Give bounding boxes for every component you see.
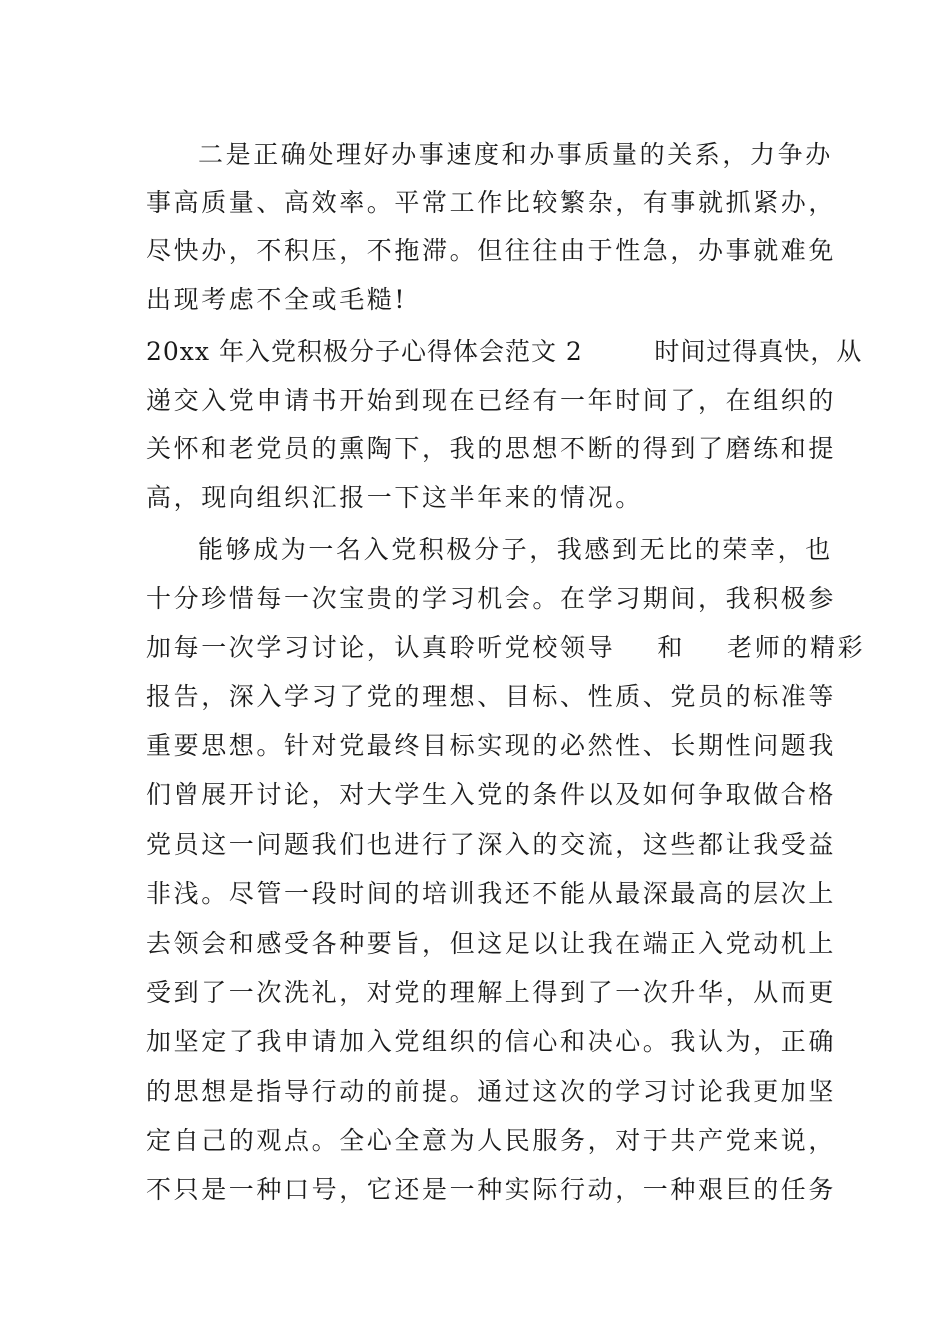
text-line: 去领会和感受各种要旨，但这足以让我在端正入党动机上 [146, 929, 837, 958]
text-line: 不只是一种口号，它还是一种实际行动，一种艰巨的任务 [146, 1175, 837, 1204]
text-line: 能够成为一名入党积极分子，我感到无比的荣幸，也 [198, 535, 833, 564]
text-line: 关怀和老党员的熏陶下，我的思想不断的得到了磨练和提 [146, 434, 837, 463]
text-line: 出现考虑不全或毛糙! [146, 285, 408, 314]
text-line: 加每一次学习讨论，认真聆听党校领导 和 老师的精彩 [146, 633, 866, 662]
text-line: 尽快办，不积压，不拖滞。但往往由于性急，办事就难免 [146, 236, 837, 265]
text-line: 二是正确处理好办事速度和办事质量的关系，力争办 [198, 140, 833, 169]
text-line: 事高质量、高效率。平常工作比较繁杂，有事就抓紧办， [146, 188, 837, 217]
text-line: 定自己的观点。全心全意为人民服务，对于共产党来说， [146, 1126, 837, 1155]
text-line: 的思想是指导行动的前提。通过这次的学习讨论我更加坚 [146, 1077, 837, 1106]
text-line: 加坚定了我申请加入党组织的信心和决心。我认为，正确 [146, 1027, 837, 1056]
text-line: 高，现向组织汇报一下这半年来的情况。 [146, 483, 643, 512]
text-line: 受到了一次洗礼，对党的理解上得到了一次升华，从而更 [146, 978, 837, 1007]
text-line: 报告，深入学习了党的理想、目标、性质、党员的标准等 [146, 682, 837, 711]
text-line: 重要思想。针对党最终目标实现的必然性、长期性问题我 [146, 731, 837, 760]
text-line: 递交入党申请书开始到现在已经有一年时间了，在组织的 [146, 386, 837, 415]
text-line: 非浅。尽管一段时间的培训我还不能从最深最高的层次上 [146, 879, 837, 908]
section-heading-line: 20xx 年入党积极分子心得体会范文 2 时间过得真快，从 [146, 337, 863, 366]
text-line: 十分珍惜每一次宝贵的学习机会。在学习期间，我积极参 [146, 584, 837, 613]
text-line: 党员这一问题我们也进行了深入的交流，这些都让我受益 [146, 830, 837, 859]
text-line: 们曾展开讨论，对大学生入党的条件以及如何争取做合格 [146, 780, 837, 809]
